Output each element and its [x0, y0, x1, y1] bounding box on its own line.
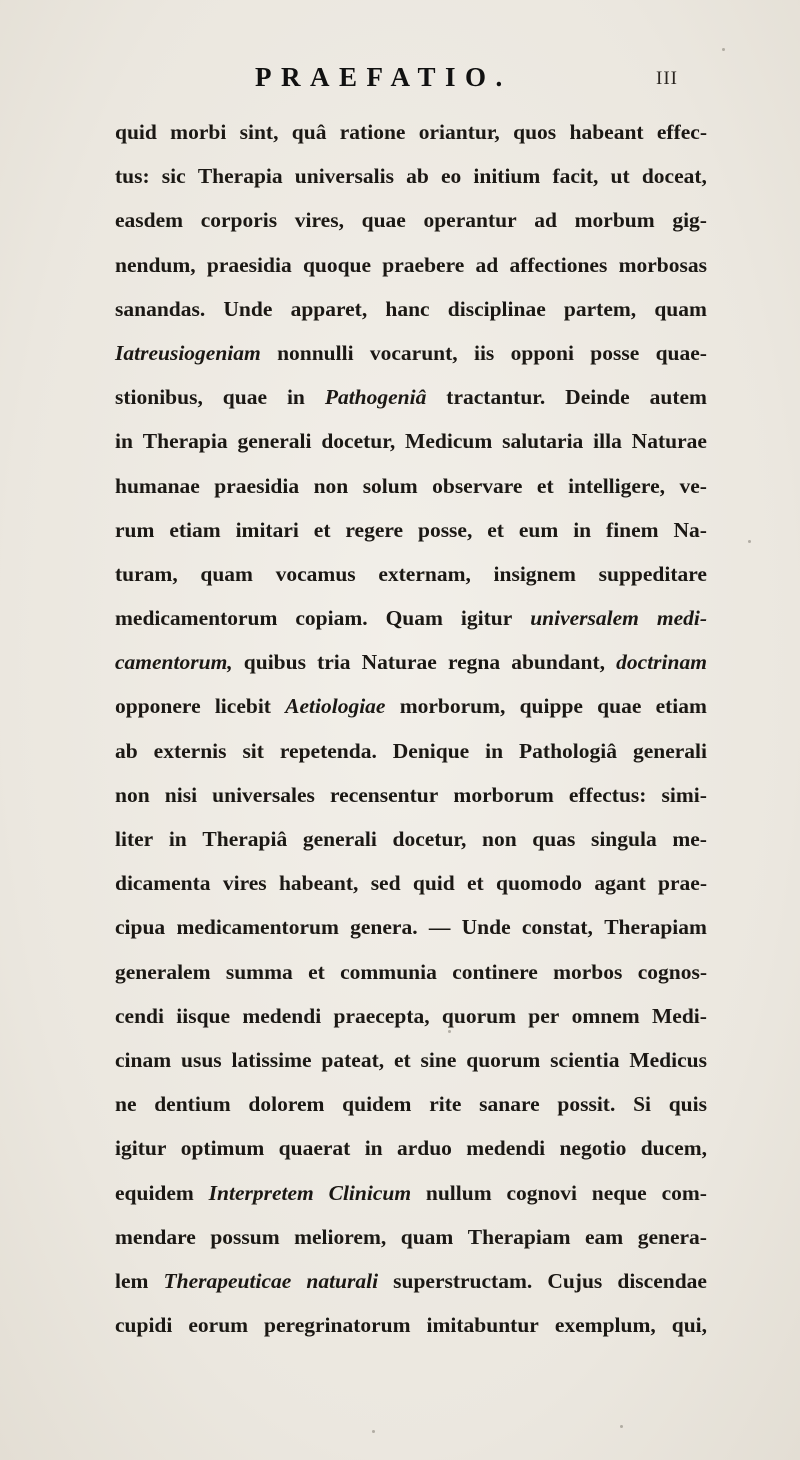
word: initium	[473, 164, 541, 189]
word: Therapiam	[604, 915, 707, 940]
text-line	[115, 861, 707, 905]
word: —	[428, 915, 451, 940]
word: docetur,	[392, 827, 467, 851]
paper-speck	[620, 1425, 623, 1428]
word: habeant	[569, 120, 644, 144]
word: ratione	[339, 120, 406, 144]
word: cognos-	[637, 959, 707, 984]
word: discendae	[617, 1268, 707, 1293]
word: universalis	[294, 164, 394, 189]
word: morbosas	[618, 252, 707, 277]
word: generali	[302, 827, 377, 851]
word: oriantur,	[418, 120, 500, 144]
word: cinam	[115, 1047, 172, 1072]
word: in	[286, 385, 305, 410]
word: sanandas.	[115, 296, 206, 321]
text-line	[115, 110, 707, 154]
word: salutaria	[502, 429, 584, 454]
word: quid	[412, 871, 455, 896]
text-line	[115, 331, 707, 375]
word: universales	[212, 782, 315, 807]
word: ab	[115, 738, 138, 763]
text-line	[115, 287, 707, 331]
word: Medi-	[652, 1003, 707, 1028]
word: medi-	[656, 606, 707, 631]
word: genera-	[637, 1224, 707, 1249]
word: repetenda.	[279, 738, 377, 763]
word: quam	[400, 1224, 454, 1249]
word: liter	[115, 827, 154, 851]
word: ve-	[679, 473, 707, 498]
text-line	[115, 994, 707, 1038]
word: Deinde	[565, 385, 630, 410]
word: Therapia	[142, 429, 228, 454]
word: externam,	[378, 561, 471, 586]
word: generalem	[115, 959, 211, 984]
word: hanc	[385, 296, 430, 321]
word: praesidia	[206, 252, 292, 277]
word: quas	[532, 827, 576, 851]
word: lem	[115, 1268, 149, 1293]
word: universalem	[530, 606, 639, 631]
word: dentium	[154, 1092, 231, 1117]
text-line	[115, 1082, 707, 1126]
word: qui,	[671, 1313, 707, 1338]
word: peregrinatorum	[264, 1313, 411, 1338]
word: ne	[115, 1092, 137, 1117]
word: arduo	[396, 1136, 452, 1161]
word: morborum	[453, 782, 554, 807]
word: sine	[420, 1047, 457, 1072]
word: posse	[590, 340, 640, 365]
word: etiam	[169, 517, 221, 542]
word: sint,	[239, 120, 279, 144]
word: opponere	[115, 694, 201, 719]
word: sed	[370, 871, 401, 896]
word: imitabuntur	[426, 1313, 539, 1338]
word: non	[115, 782, 150, 807]
word: Cujus	[547, 1268, 603, 1293]
paper-speck	[748, 540, 751, 543]
word: Quam	[385, 606, 443, 631]
word: in	[364, 1136, 383, 1161]
word: continere	[452, 959, 538, 984]
word: stionibus,	[115, 385, 203, 410]
word: non	[313, 473, 349, 498]
word: corporis	[200, 208, 278, 233]
paper-speck	[372, 1430, 375, 1433]
word: genera.	[350, 915, 418, 940]
word: nonnulli	[277, 340, 354, 365]
page-header	[0, 62, 800, 102]
word: quomodo	[496, 871, 583, 896]
word: quae	[597, 694, 642, 719]
word: meliorem,	[294, 1224, 387, 1249]
word: regna	[447, 650, 501, 675]
word: Si	[633, 1092, 651, 1117]
word: vires	[222, 871, 267, 896]
word: Denique	[392, 738, 470, 763]
word: generali	[632, 738, 707, 763]
paper-speck	[448, 1030, 451, 1033]
word: habeant,	[278, 871, 359, 896]
word: ducem,	[640, 1136, 707, 1161]
text-line	[115, 596, 707, 640]
word: Medicus	[629, 1047, 707, 1072]
word: observare	[432, 473, 523, 498]
word: iisque	[176, 1003, 231, 1028]
text-line	[115, 684, 707, 728]
word: iis	[473, 340, 495, 365]
word: quippe	[519, 694, 583, 719]
word: communia	[340, 959, 437, 984]
word: tus:	[115, 164, 150, 189]
word: vocamus	[275, 561, 356, 586]
word: quorum	[466, 1047, 541, 1072]
word: illa	[593, 429, 622, 454]
word: Unde	[461, 915, 511, 940]
word: eum	[518, 517, 559, 542]
word: exemplum,	[554, 1313, 656, 1338]
word: neque	[591, 1180, 647, 1205]
word: affectiones	[509, 252, 608, 277]
word: equidem	[115, 1180, 194, 1205]
word: intelligere,	[568, 473, 665, 498]
word: copiam.	[295, 606, 368, 631]
word: Naturae	[631, 429, 707, 454]
word: posse,	[417, 517, 473, 542]
word: in	[168, 827, 187, 851]
word: possum	[210, 1224, 280, 1249]
text-line	[115, 154, 707, 198]
word: ut	[610, 164, 630, 189]
text-line	[115, 1171, 707, 1215]
word: rum	[115, 517, 155, 542]
word: et	[467, 871, 484, 896]
word: sic	[161, 164, 186, 189]
word: Iatreusiogeniam	[115, 340, 261, 365]
text-line	[115, 1038, 707, 1082]
paper-speck	[722, 48, 725, 51]
text-line	[115, 1215, 707, 1259]
word: regere	[345, 517, 404, 542]
word: ad	[475, 252, 499, 277]
word: et	[308, 959, 325, 984]
word: praesidia	[214, 473, 300, 498]
word: recensentur	[330, 782, 439, 807]
word: summa	[225, 959, 293, 984]
word: finem	[606, 517, 659, 542]
word: latissime	[231, 1047, 312, 1072]
word: quid	[115, 120, 157, 144]
word: imitari	[235, 517, 299, 542]
text-line	[115, 508, 707, 552]
word: dolorem	[248, 1092, 325, 1117]
word: in	[573, 517, 592, 542]
word: quos	[513, 120, 557, 144]
word: easdem	[115, 208, 184, 233]
text-line	[115, 419, 707, 463]
word: usus	[181, 1047, 222, 1072]
word: operantur	[423, 208, 517, 233]
text-line	[115, 464, 707, 508]
word: morborum,	[399, 694, 506, 719]
word: Pathologiâ	[519, 738, 617, 763]
word: disciplinae	[447, 296, 546, 321]
page-number: III	[656, 68, 678, 89]
word: morbos	[553, 959, 623, 984]
text-line	[115, 773, 707, 817]
text-line	[115, 640, 707, 684]
word: eo	[440, 164, 462, 189]
word: praebere	[382, 252, 465, 277]
word: pateat,	[321, 1047, 385, 1072]
word: gig-	[672, 208, 707, 233]
word: com-	[661, 1180, 707, 1205]
word: Clinicum	[328, 1180, 412, 1205]
text-line	[115, 375, 707, 419]
word: apparet,	[290, 296, 368, 321]
word: doceat,	[641, 164, 707, 189]
word: Naturae	[361, 650, 437, 675]
word: Pathogeniâ	[324, 385, 427, 410]
text-line	[115, 1303, 707, 1347]
word: docetur,	[321, 429, 396, 454]
text-line	[115, 1259, 707, 1303]
word: cipua	[115, 915, 166, 940]
word: quibus	[243, 650, 306, 675]
word: Therapiam	[467, 1224, 571, 1249]
word: non	[482, 827, 517, 851]
word: quam	[200, 561, 253, 586]
word: doctrinam	[616, 650, 707, 675]
word: quâ	[291, 120, 327, 144]
word: in	[485, 738, 504, 763]
word: solum	[362, 473, 418, 498]
word: Therapiâ	[202, 827, 288, 851]
word: Unde	[223, 296, 273, 321]
word: possit.	[557, 1092, 616, 1117]
word: nullum	[425, 1180, 492, 1205]
word: generali	[237, 429, 312, 454]
word: tria	[317, 650, 351, 675]
word: quaerat	[278, 1136, 351, 1161]
word: nendum,	[115, 252, 196, 277]
word: superstructam.	[393, 1268, 533, 1293]
word: medicamentorum	[176, 915, 339, 940]
word: optimum	[180, 1136, 265, 1161]
word: sanare	[479, 1092, 540, 1117]
word: medicamentorum	[115, 606, 278, 631]
word: ab	[406, 164, 429, 189]
word: effec-	[656, 120, 707, 144]
word: opponi	[510, 340, 574, 365]
word: facit,	[552, 164, 599, 189]
word: eorum	[188, 1313, 249, 1338]
word: abundant,	[511, 650, 606, 675]
word: singula	[590, 827, 657, 851]
text-line	[115, 729, 707, 773]
word: quis	[668, 1092, 707, 1117]
word: quidem	[342, 1092, 412, 1117]
text-line	[115, 817, 707, 861]
word: et	[487, 517, 504, 542]
word: turam,	[115, 561, 178, 586]
word: eam	[585, 1224, 624, 1249]
running-title: PRAEFATIO.	[255, 62, 512, 92]
word: quam	[654, 296, 707, 321]
text-line	[115, 1126, 707, 1170]
word: quae	[361, 208, 406, 233]
word: simi-	[661, 782, 707, 807]
word: igitur	[115, 1136, 167, 1161]
word: negotio	[559, 1136, 627, 1161]
word: Interpretem	[208, 1180, 314, 1205]
word: tractantur.	[446, 385, 546, 410]
word: camentorum,	[115, 650, 233, 675]
word: humanae	[115, 473, 200, 498]
word: per	[528, 1003, 560, 1028]
word: dicamenta	[115, 871, 211, 896]
word: Therapia	[197, 164, 283, 189]
word: mendare	[115, 1224, 196, 1249]
word: naturali	[306, 1268, 379, 1293]
text-line	[115, 552, 707, 596]
word: insignem	[493, 561, 576, 586]
word: Medicum	[405, 429, 493, 454]
text-line	[115, 905, 707, 949]
word: me-	[672, 827, 707, 851]
word: rite	[429, 1092, 462, 1117]
word: in	[115, 429, 133, 454]
word: quae-	[655, 340, 707, 365]
word: morbi	[170, 120, 227, 144]
word: morbum	[574, 208, 655, 233]
word: licebit	[214, 694, 271, 719]
word: nisi	[164, 782, 198, 807]
word: agant	[594, 871, 646, 896]
word: et	[393, 1047, 411, 1072]
word: medendi	[242, 1003, 322, 1028]
body-text	[115, 110, 707, 1347]
word: igitur	[460, 606, 513, 631]
word: omnem	[571, 1003, 640, 1028]
word: medendi	[466, 1136, 546, 1161]
word: cupidi	[115, 1313, 173, 1338]
word: Therapeuticae	[163, 1268, 292, 1293]
word: partem,	[563, 296, 637, 321]
word: constat,	[521, 915, 593, 940]
text-line	[115, 243, 707, 287]
text-line	[115, 198, 707, 242]
text-line	[115, 950, 707, 994]
word: quorum	[441, 1003, 516, 1028]
word: scientia	[550, 1047, 620, 1072]
word: ad	[534, 208, 557, 233]
word: suppeditare	[598, 561, 707, 586]
word: praecepta,	[333, 1003, 430, 1028]
word: Aetiologiae	[285, 694, 386, 719]
word: etiam	[655, 694, 707, 719]
word: et	[313, 517, 331, 542]
word: vires,	[294, 208, 344, 233]
word: prae-	[658, 871, 707, 896]
word: cendi	[115, 1003, 164, 1028]
word: autem	[649, 385, 707, 410]
word: quae	[222, 385, 267, 410]
word: effectus:	[568, 782, 647, 807]
word: cognovi	[506, 1180, 577, 1205]
word: Na-	[673, 517, 707, 542]
word: vocarunt,	[369, 340, 458, 365]
word: sit	[242, 738, 264, 763]
word: et	[536, 473, 554, 498]
word: externis	[153, 738, 227, 763]
word: quoque	[302, 252, 372, 277]
